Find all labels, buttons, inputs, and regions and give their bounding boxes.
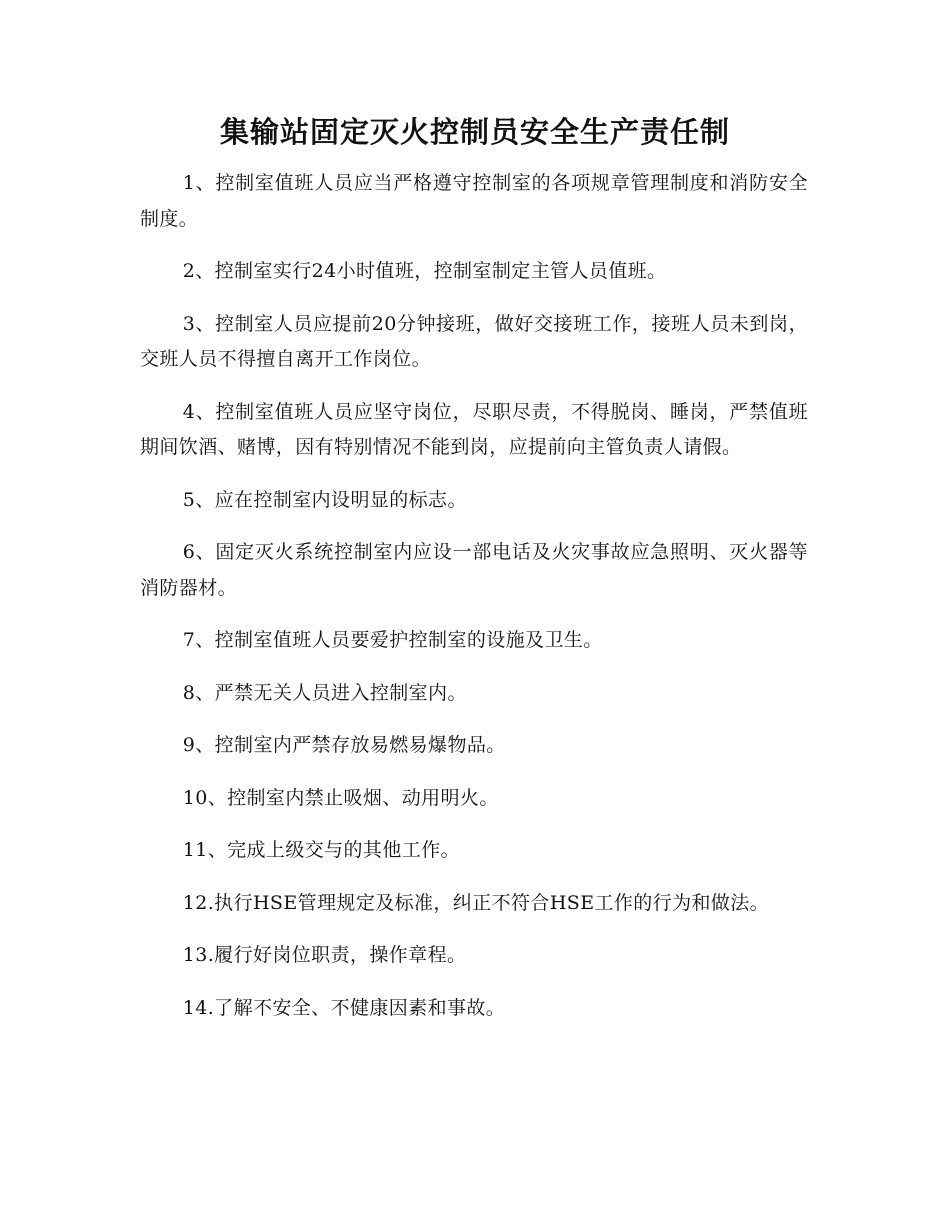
paragraph-14: 14.了解不安全、不健康因素和事故。: [182, 996, 506, 1019]
paragraph-5: 5、应在控制室内设明显的标志。: [182, 488, 467, 511]
document-title: 集输站固定灭火控制员安全生产责任制: [219, 115, 730, 149]
paragraph-7: 7、控制室值班人员要爱护控制室的设施及卫生。: [182, 629, 603, 651]
paragraph-1: 1、控制室值班人员应当严格遵守控制室的各项规章管理制度和消防安全制度。: [140, 172, 808, 230]
paragraph-9: 9、控制室内严禁存放易燃易爆物品。: [182, 734, 506, 756]
paragraph-2: 2、控制室实行24小时值班，控制室制定主管人员值班。: [182, 260, 667, 282]
paragraph-12: 12.执行HSE管理规定及标准，纠正不符合HSE工作的行为和做法。: [182, 891, 770, 914]
paragraph-4: 4、控制室值班人员应坚守岗位，尽职尽责，不得脱岗、睡岗，严禁值班期间饮酒、赌博，因有特别情况不能到岗，应提前向主管负责人请假。: [140, 400, 808, 458]
paragraph-6: 6、固定灭火系统控制室内应设一部电话及火灾事故应急照明、灭火器等消防器材。: [140, 541, 808, 599]
paragraph-13: 13.履行好岗位职责，操作章程。: [182, 944, 467, 966]
paragraph-10: 10、控制室内禁止吸烟、动用明火。: [182, 786, 499, 809]
paragraph-11: 11、完成上级交与的其他工作。: [182, 839, 460, 861]
paragraph-3: 3、控制室人员应提前20分钟接班，做好交接班工作，接班人员未到岗，交班人员不得擅自离开工作岗位。: [140, 312, 808, 370]
document-body: [140, 166, 808, 1043]
paragraph-8: 8、严禁无关人员进入控制室内。: [182, 681, 467, 704]
